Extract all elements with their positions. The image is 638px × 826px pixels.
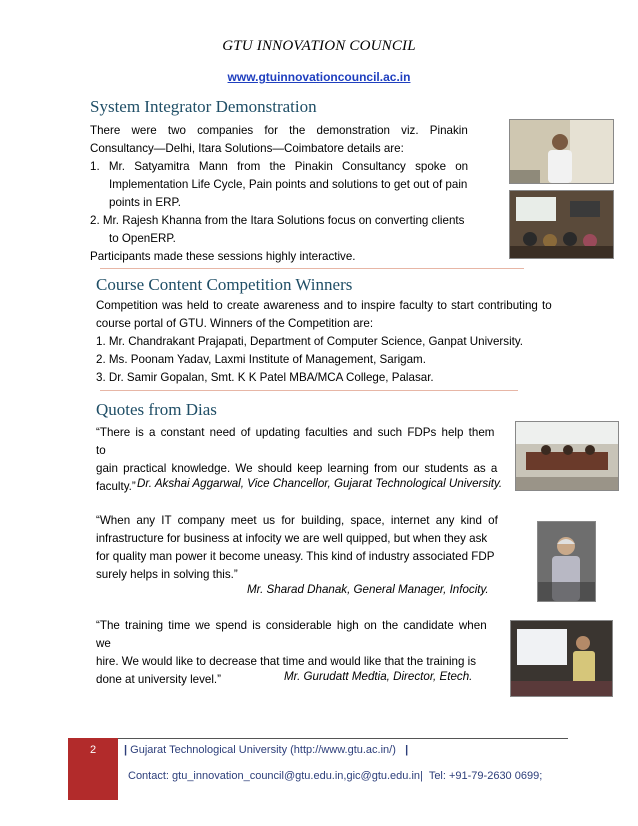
s1-item1-line3: points in ERP. xyxy=(109,196,181,209)
website-link[interactable]: www.gtuinnovationcouncil.ac.in xyxy=(227,70,411,84)
footer-contact-separator: | xyxy=(420,770,426,782)
quote-3-line2: hire. We would like to decrease that time and would like that the training is xyxy=(96,655,477,668)
s2-intro-line2: course portal of GTU. Winners of the Competition are: xyxy=(96,317,374,330)
quote-2-line3: for quality man power it become uneasy. This kind of industry associated FDP xyxy=(96,550,495,563)
s1-item1-line2: Implementation Life Cycle, Pain points and solutions to get out of pain xyxy=(109,178,468,191)
quote-1-line3: faculty.” xyxy=(96,480,136,493)
s2-winner-1: 1. Mr. Chandrakant Prajapati, Department of Computer Science, Ganpat University. xyxy=(96,335,524,348)
footer-rule xyxy=(118,738,568,739)
quote-2-line4: surely helps in solving this.” xyxy=(96,568,238,581)
speaker-photo-pinakin-image xyxy=(510,120,613,183)
quote-3-line1: “The training time we spend is considerable high on the candidate when we xyxy=(96,619,487,650)
s1-item2-line2: to OpenERP. xyxy=(109,232,176,245)
audience-photo-itara xyxy=(509,190,614,259)
s1-closing: Participants made these sessions highly interactive. xyxy=(90,250,356,263)
dias-photo-2-image xyxy=(538,522,595,601)
speaker-photo-pinakin xyxy=(509,119,614,184)
footer-separator-right: | xyxy=(398,744,409,756)
dias-photo-3-image xyxy=(511,621,612,696)
s1-intro-line1 xyxy=(90,122,472,140)
quote-3-author: Mr. Gurudatt Medtia, Director, Etech. xyxy=(284,670,473,683)
section-heading-quotes: Quotes from Dias xyxy=(96,400,217,419)
section-heading-system-integrator: System Integrator Demonstration xyxy=(90,97,317,116)
footer-university[interactable]: Gujarat Technological University (http://www.gtu.ac.in/) xyxy=(130,744,396,756)
footer-line-2 xyxy=(128,770,542,782)
quote-2-line2: infrastructure for business at infocity we are well quipped, but when they ask xyxy=(96,532,488,545)
section-divider-1 xyxy=(100,268,524,269)
footer-tel: Tel: +91-79-2630 0699; xyxy=(428,770,543,782)
footer-contact[interactable]: Contact: gtu_innovation_council@gtu.edu.in,gic@gtu.edu.in xyxy=(128,770,421,782)
s2-winner-2: 2. Ms. Poonam Yadav, Laxmi Institute of Management, Sarigam. xyxy=(96,353,426,366)
dias-photo-1 xyxy=(515,421,619,491)
s2-intro-line1: Competition was held to create awareness and to inspire faculty to start contributing to xyxy=(96,299,552,312)
s1-intro-line2: Consultancy—Delhi, Itara Solutions—Coimbatore details are: xyxy=(90,142,404,155)
footer-line-1 xyxy=(124,744,408,756)
footer-separator-left: | xyxy=(124,744,128,756)
quote-1-author: Dr. Akshai Aggarwal, Vice Chancellor, Gujarat Technological University. xyxy=(137,477,503,490)
s2-winner-3: 3. Dr. Samir Gopalan, Smt. K K Patel MBA/MCA College, Palasar. xyxy=(96,371,434,384)
section-divider-2 xyxy=(100,390,518,391)
section-system-integrator-body xyxy=(90,122,472,266)
s1-intro-line1-text: There were two companies for the demonstration viz. Pinakin xyxy=(90,124,468,137)
section-course-content-body xyxy=(96,297,571,387)
dias-photo-3 xyxy=(510,620,613,697)
quote-2 xyxy=(96,512,498,584)
s1-item2-line1: 2. Mr. Rajesh Khanna from the Itara Solutions focus on converting clients xyxy=(90,214,465,227)
quote-3-line3: done at university level.” xyxy=(96,673,222,686)
section-heading-course-content: Course Content Competition Winners xyxy=(96,275,353,294)
dias-photo-2 xyxy=(537,521,596,602)
s1-item1-line1: 1. Mr. Satyamitra Mann from the Pinakin Consultancy spoke on xyxy=(90,160,469,173)
quote-2-line1: “When any IT company meet us for building, space, internet any kind of xyxy=(96,514,498,527)
quote-2-author: Mr. Sharad Dhanak, General Manager, Infocity. xyxy=(247,583,489,596)
dias-photo-1-image xyxy=(516,422,618,490)
quote-1-line1: “There is a constant need of updating faculties and such FDPs help them to xyxy=(96,426,495,457)
audience-photo-itara-image xyxy=(510,191,613,258)
quote-1-line2: gain practical knowledge. We should keep learning from our students as a xyxy=(96,462,498,475)
document-header-title: GTU INNOVATION COUNCIL xyxy=(222,38,416,54)
page-number: 2 xyxy=(89,744,97,756)
